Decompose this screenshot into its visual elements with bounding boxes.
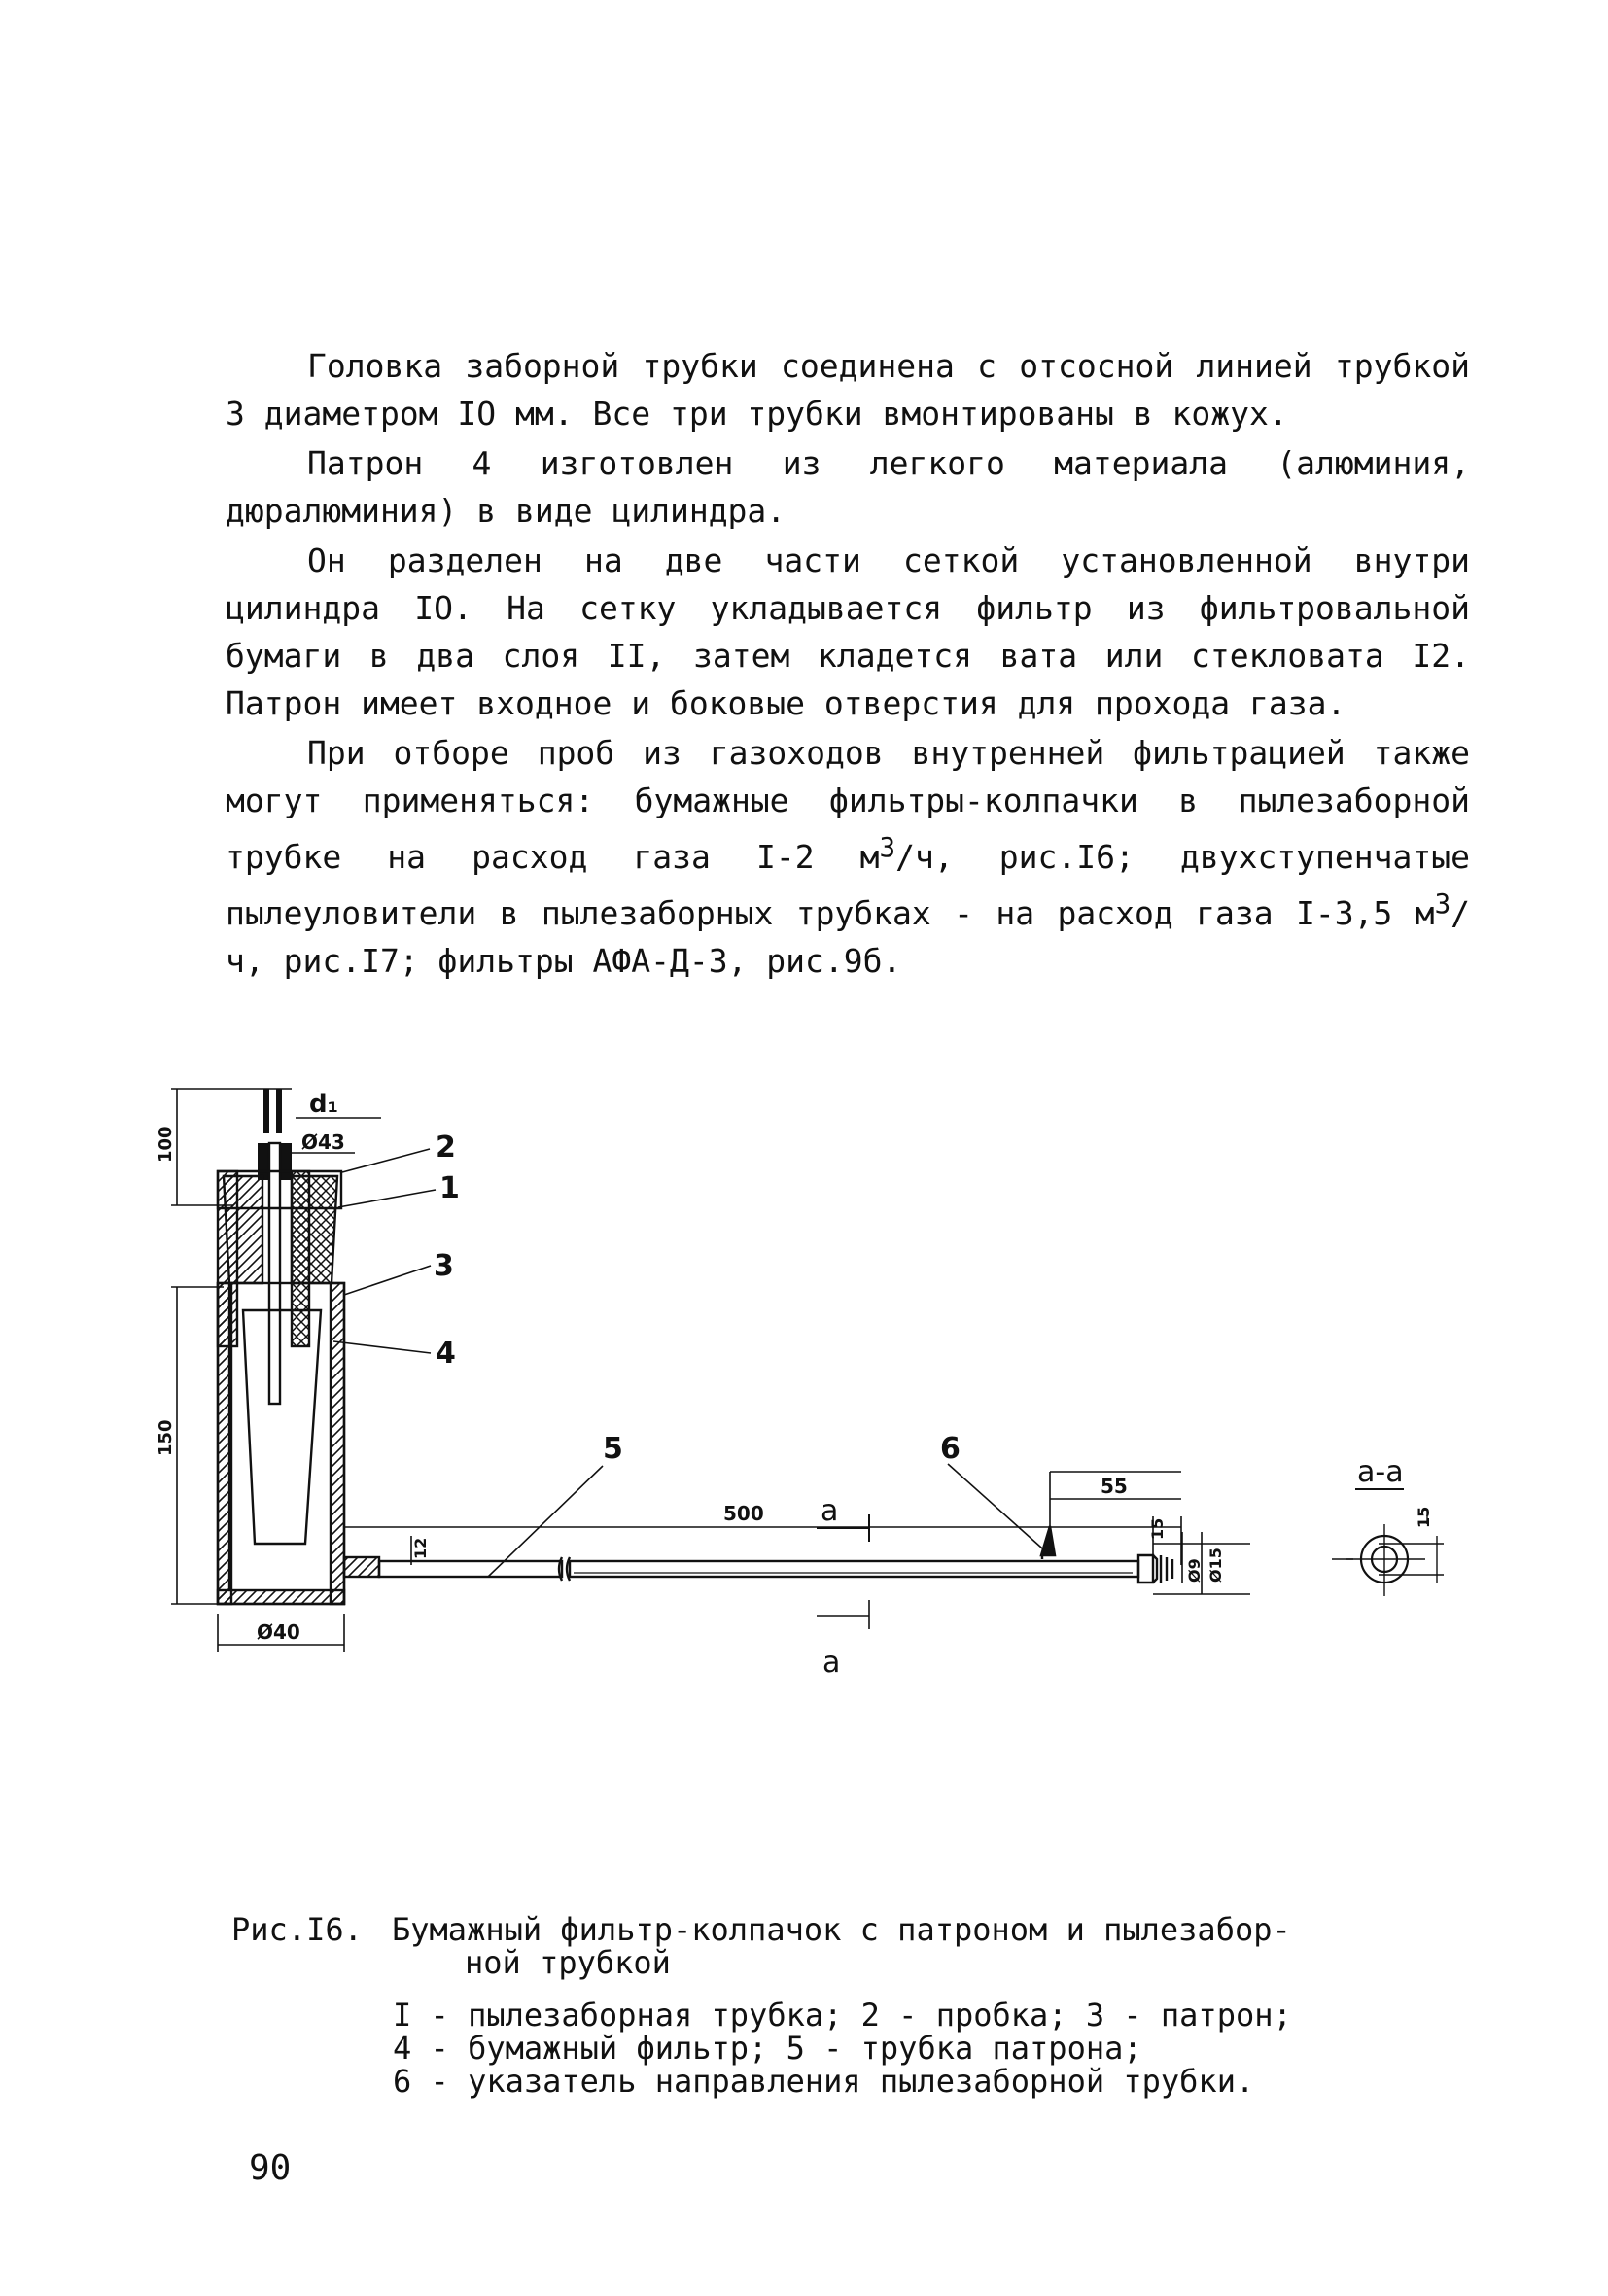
paragraph-3: Он разделен на две части сеткой установленной внутри цилиндра IO. На сетку укладывается фильтр из фильтровальной бумаги в два слоя II, затем кладется вата или стекловата I2. Патрон имеет входное и боковые отверстия для прохода газа. bbox=[226, 541, 1470, 722]
part-label-4: 4 bbox=[436, 1337, 456, 1371]
section-mark-top: a bbox=[821, 1494, 839, 1528]
dim-d9: Ø9 bbox=[1185, 1558, 1204, 1583]
part-label-5: 5 bbox=[603, 1432, 623, 1466]
dim-d43: Ø43 bbox=[301, 1131, 345, 1154]
dim-12: 12 bbox=[411, 1537, 430, 1559]
dim-d1: d₁ bbox=[309, 1090, 338, 1119]
dim-150: 150 bbox=[156, 1419, 176, 1456]
paragraph-2: Патрон 4 изготовлен из легкого материала (алюминия, дюралюминия) в виде цилиндра. bbox=[226, 444, 1470, 530]
legend-line: 6 - указатель направления пылезаборной трубки. bbox=[393, 2063, 1255, 2100]
dim-15-section: 15 bbox=[1415, 1506, 1433, 1528]
section-title: a-a bbox=[1357, 1455, 1404, 1489]
figure-caption bbox=[231, 1913, 1349, 2098]
section-view bbox=[1332, 1489, 1444, 1596]
legend-line: 4 - бумажный фильтр; 5 - трубка патрона; bbox=[393, 2030, 1142, 2067]
part-label-2: 2 bbox=[436, 1131, 456, 1165]
part-label-6: 6 bbox=[940, 1432, 961, 1466]
part-label-1: 1 bbox=[439, 1171, 460, 1205]
technical-drawing bbox=[0, 1050, 1433, 1769]
paragraph-4: При отборе проб из газоходов внутренней фильтрацией также могут применяться: бумажные фильтры-колпачки в пылезаборной трубке на расход газа I-2 $м^3/ч$, рис.I6; двухступенчатые пылеуловители в пылезаборных трубках - на расход газа I-3,5 $м^3/ч$, рис.I7; фильтры АФА-Д-3, рис.9б. bbox=[226, 734, 1470, 980]
dim-100: 100 bbox=[156, 1126, 176, 1163]
part-labels bbox=[434, 1131, 961, 1466]
dim-15-tube: 15 bbox=[1148, 1517, 1167, 1540]
dim-d40: Ø40 bbox=[257, 1620, 300, 1644]
paragraph-1: Головка заборной трубки соединена с отсосной линией трубкой 3 диаметром IO мм. Все три трубки вмонтированы в кожух. bbox=[226, 347, 1470, 433]
dim-500: 500 bbox=[723, 1502, 764, 1525]
caption-legend bbox=[393, 1999, 1349, 2098]
part-label-3: 3 bbox=[434, 1249, 454, 1283]
body-text bbox=[226, 342, 1470, 985]
caption-title-cont: ной трубкой bbox=[465, 1944, 671, 1981]
caption-label: Рис.I6. bbox=[231, 1911, 363, 1948]
dim-55: 55 bbox=[1101, 1475, 1128, 1498]
caption-title: Рис.I6. Бумажный фильтр-колпачок с патроном и пылезабор- bbox=[231, 1911, 1291, 1948]
legend-line: I - пылезаборная трубка; 2 - пробка; 3 - патрон; bbox=[393, 1997, 1292, 2034]
page-number: 90 bbox=[249, 2148, 292, 2188]
dim-d15: Ø15 bbox=[1206, 1548, 1225, 1583]
section-mark-bottom: a bbox=[822, 1646, 841, 1680]
